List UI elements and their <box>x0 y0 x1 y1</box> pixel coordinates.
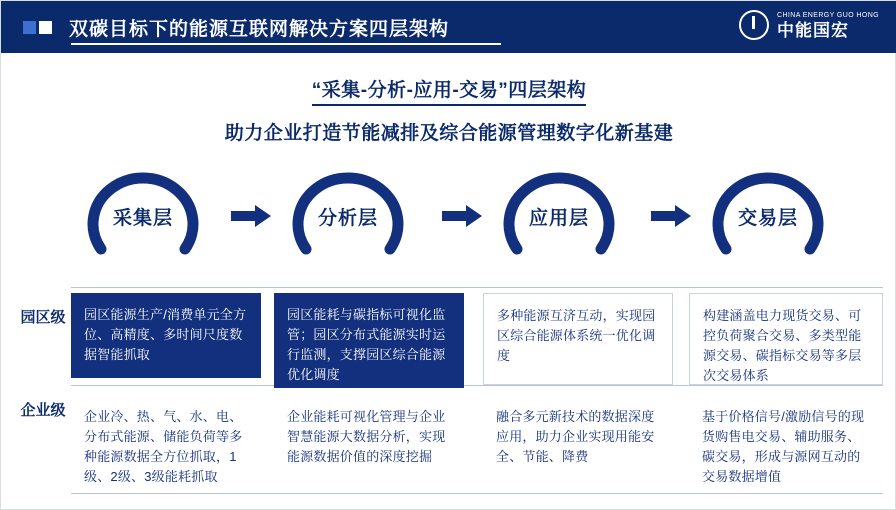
page-title: 双碳目标下的能源互联网解决方案四层架构 <box>69 18 450 40</box>
brand-name-en: CHINA ENERGY GUO HONG <box>776 11 879 19</box>
subtitle-block <box>1 75 896 145</box>
card-enterprise-application[interactable]: 融合多元新技术的数据深度应用，助力企业实现用能安全、节能、降费 <box>483 395 673 493</box>
subtitle-secondary: 助力企业打造节能减排及综合能源管理数字化新基建 <box>224 123 674 144</box>
ring-application-layer <box>498 161 620 271</box>
ring-collection-layer <box>82 161 204 271</box>
company-logo-icon <box>739 10 769 40</box>
ring-analysis-layer <box>287 161 409 271</box>
arrow-icon-3 <box>651 205 691 227</box>
card-enterprise-collection[interactable]: 企业冷、热、气、水、电、分布式能源、储能负荷等多种能源数据全方位抓取，1级、2级、3级能耗抓取 <box>71 395 261 493</box>
grid-separator-top <box>71 287 883 288</box>
header-decor-squares <box>23 21 55 34</box>
row-label-park: 园区级 <box>20 309 66 326</box>
card-park-trading[interactable]: 构建涵盖电力现货交易、可控负荷聚合交易、多类型能源交易、碳指标交易等多层次交易体系 <box>689 293 883 385</box>
brand-text <box>777 11 879 40</box>
arrow-icon-2 <box>442 205 482 227</box>
arrow-icon-1 <box>231 205 271 227</box>
layer-ring-row <box>1 161 896 286</box>
subtitle-primary: “采集-分析-应用-交易”四层架构 <box>312 75 586 106</box>
card-park-application[interactable]: 多种能源互济互动，实现园区综合能源体系统一优化调度 <box>483 293 673 385</box>
brand-logo <box>739 10 879 40</box>
grid-separator-bottom <box>71 493 883 494</box>
card-enterprise-analysis[interactable]: 企业能耗可视化管理与企业智慧能源大数据分析，实现能源数据价值的深度挖掘 <box>274 395 464 493</box>
title-underline <box>71 43 501 45</box>
card-park-collection[interactable]: 园区能源生产/消费单元全方位、高精度、多时间尺度数据智能抓取 <box>71 293 261 378</box>
ring-trading-layer <box>707 161 829 271</box>
card-park-analysis[interactable]: 园区能耗与碳指标可视化监管；园区分布式能源实时运行监测，支撑园区综合能源优化调度 <box>274 293 464 388</box>
ring-label-1: 分析层 <box>317 207 378 229</box>
ring-label-3: 交易层 <box>737 207 798 229</box>
card-enterprise-trading[interactable]: 基于价格信号/激励信号的现货购售电交易、辅助服务、碳交易，形成与源网互动的交易数据增值 <box>689 395 883 493</box>
ring-label-0: 采集层 <box>112 207 173 229</box>
decor-square-blue <box>23 21 36 34</box>
header-bar <box>1 1 896 53</box>
brand-name-cn: 中能国宏 <box>776 20 849 40</box>
decor-square-white <box>39 21 52 34</box>
row-label-enterprise: 企业级 <box>20 402 66 419</box>
ring-label-2: 应用层 <box>528 207 589 229</box>
